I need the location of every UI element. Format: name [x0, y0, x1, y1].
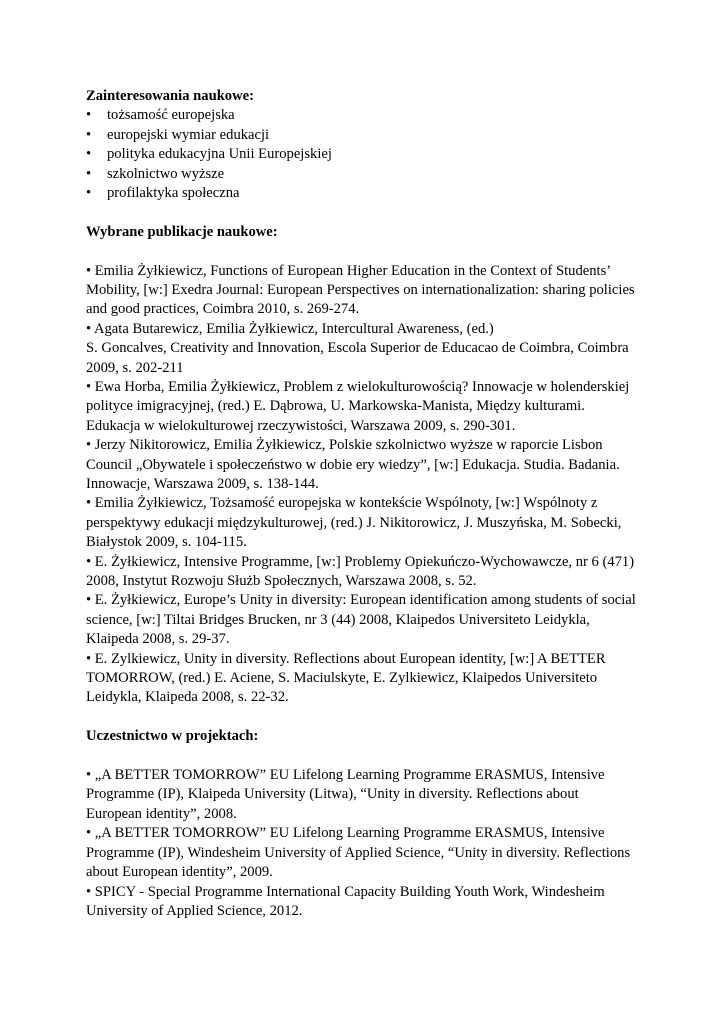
interest-label: polityka edukacyjna Unii Europejskiej: [107, 146, 332, 163]
entry-line: 2009, s. 202-211: [86, 359, 184, 376]
entry-line: Białystok 2009, s. 104-115.: [86, 534, 247, 551]
entry-line: Innowacje, Warszawa 2009, s. 138-144.: [86, 476, 319, 493]
bullet-icon: •: [86, 107, 92, 124]
entry-line: • Agata Butarewicz, Emilia Żyłkiewicz, Intercultural Awareness, (ed.): [86, 320, 494, 337]
entry-line: perspektywy edukacji międzykulturowej, (red.) J. Nikitorowicz, J. Muszyńska, M. Sobecki,: [86, 514, 622, 531]
entry-line: • E. Zylkiewicz, Unity in diversity. Reflections about European identity, [w:] A BETTER: [86, 650, 606, 667]
bullet-icon: •: [86, 165, 92, 182]
interests-heading: Zainteresowania naukowe:: [86, 88, 254, 104]
interest-label: profilaktyka społeczna: [107, 184, 240, 201]
entry-line: Mobility, [w:] Exedra Journal: European Perspectives on internationalization: sharing policies: [86, 281, 635, 298]
publication-entry: [86, 262, 646, 320]
entry-line: Council „Obywatele i społeczeństwo w dobie ery wiedzy”, [w:] Edukacja. Studia. Badania.: [86, 456, 620, 473]
entry-line: 2008, Instytut Rozwoju Służb Społecznych, Warszawa 2008, s. 52.: [86, 573, 477, 590]
entry-line: Edukacja w wielokulturowej rzeczywistości, Warszawa 2009, s. 290-301.: [86, 417, 516, 434]
publication-entry: [86, 320, 646, 378]
publication-entry: [86, 553, 646, 592]
publication-entry: [86, 494, 646, 552]
bullet-icon: •: [86, 126, 92, 143]
bullet-icon: •: [86, 146, 92, 163]
entry-line: University of Applied Science, 2012.: [86, 902, 303, 919]
interest-label: szkolnictwo wyższe: [107, 165, 225, 182]
publication-entry: [86, 436, 646, 494]
entry-line: • Jerzy Nikitorowicz, Emilia Żyłkiewicz, Polskie szkolnictwo wyższe w raporcie Lisbon: [86, 437, 603, 454]
interests-list: [86, 106, 646, 203]
project-entry: [86, 824, 646, 882]
project-entry: [86, 766, 646, 824]
list-item: [86, 106, 646, 125]
entry-line: about European identity”, 2009.: [86, 864, 273, 881]
entry-line: • Ewa Horba, Emilia Żyłkiewicz, Problem z wielokulturowością? Innowacje w holenderskiej: [86, 378, 630, 395]
entry-line: and good practices, Coimbra 2010, s. 269-274.: [86, 301, 360, 318]
projects-heading: Uczestnictwo w projektach:: [86, 728, 259, 745]
publication-entry: [86, 591, 646, 649]
publication-entry: [86, 650, 646, 708]
entry-line: • SPICY - Special Programme International Capacity Building Youth Work, Windesheim: [86, 883, 605, 900]
entry-line: • „A BETTER TOMORROW” EU Lifelong Learning Programme ERASMUS, Intensive: [86, 825, 605, 842]
interest-label: tożsamość europejska: [107, 107, 235, 124]
entry-line: • Emilia Żyłkiewicz, Functions of European Higher Education in the Context of Students’: [86, 262, 612, 279]
entry-line: Leidykla, Klaipeda 2008, s. 22-32.: [86, 689, 289, 706]
entry-line: science, [w:] Tiltai Bridges Brucken, nr 3 (44) 2008, Klaipedos Universiteto Leidykla,: [86, 611, 590, 628]
list-item: [86, 165, 646, 184]
entry-line: Programme (IP), Windesheim University of Applied Science, “Unity in diversity. Reflections: [86, 844, 631, 861]
list-item: [86, 126, 646, 145]
list-item: [86, 145, 646, 164]
publications-list: [86, 262, 646, 708]
project-entry: [86, 883, 646, 922]
entry-line: • E. Żyłkiewicz, Europe’s Unity in diversity: European identification among students of social: [86, 592, 636, 609]
entry-line: • „A BETTER TOMORROW” EU Lifelong Learning Programme ERASMUS, Intensive: [86, 767, 605, 784]
publications-heading: Wybrane publikacje naukowe:: [86, 223, 278, 240]
entry-line: • Emilia Żyłkiewicz, Tożsamość europejska w kontekście Wspólnoty, [w:] Wspólnoty z: [86, 495, 598, 512]
entry-line: Programme (IP), Klaipeda University (Litwa), “Unity in diversity. Reflections about: [86, 786, 579, 803]
interest-label: europejski wymiar edukacji: [107, 126, 270, 143]
list-item: [86, 184, 646, 203]
entry-line: TOMORROW, (red.) E. Aciene, S. Maciulskyte, E. Zylkiewicz, Klaipedos Universiteto: [86, 670, 598, 687]
bullet-icon: •: [86, 184, 92, 201]
entry-line: polityce imigracyjnej, (red.) E. Dąbrowa, U. Markowska-Manista, Między kulturami.: [86, 398, 585, 415]
entry-line: • E. Żyłkiewicz, Intensive Programme, [w:] Problemy Opiekuńczo-Wychowawcze, nr 6 (471): [86, 553, 635, 570]
entry-line: S. Goncalves, Creativity and Innovation, Escola Superior de Educacao de Coimbra, Coimbra: [86, 340, 629, 357]
document-page: [86, 87, 646, 921]
projects-list: [86, 766, 646, 921]
entry-line: European identity”, 2008.: [86, 805, 237, 822]
publication-entry: [86, 378, 646, 436]
entry-line: Klaipeda 2008, s. 29-37.: [86, 631, 230, 648]
